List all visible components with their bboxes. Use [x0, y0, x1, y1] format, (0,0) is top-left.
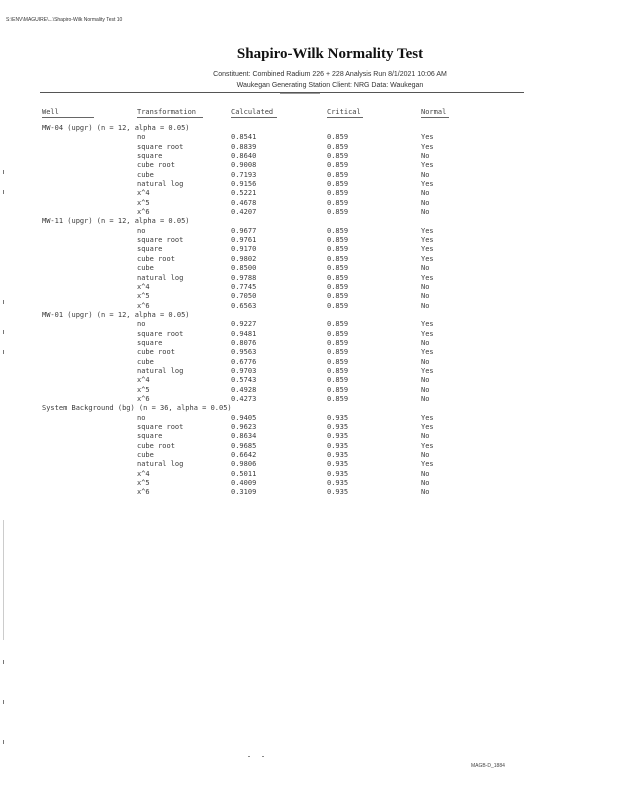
- normal-cell: No: [421, 301, 430, 310]
- table-row: [0, 180, 618, 189]
- page-title: Shapiro-Wilk Normality Test: [236, 46, 424, 62]
- normal-cell: No: [421, 385, 430, 394]
- normal-cell: No: [421, 198, 430, 207]
- table-row: [0, 255, 618, 264]
- normal-cell: No: [421, 208, 430, 217]
- critical-cell: 0.859: [327, 366, 349, 375]
- calculated-cell: 0.6642: [231, 451, 257, 460]
- scan-mark: [3, 520, 4, 640]
- critical-cell: 0.935: [327, 469, 349, 478]
- scan-mark: [3, 190, 4, 194]
- critical-cell: 0.859: [327, 338, 349, 347]
- scan-mark: [3, 170, 4, 174]
- transformation-cell: x^5: [137, 479, 150, 488]
- transformation-cell: no: [137, 226, 146, 235]
- scan-mark: [3, 700, 4, 704]
- critical-cell: 0.935: [327, 441, 349, 450]
- table-row: [0, 236, 618, 245]
- critical-cell: 0.859: [327, 245, 349, 254]
- table-row: [0, 133, 618, 142]
- transformation-cell: square root: [137, 142, 184, 151]
- normal-cell: Yes: [421, 441, 434, 450]
- transformation-cell: cube root: [137, 441, 175, 450]
- normal-cell: Yes: [421, 226, 434, 235]
- critical-cell: 0.859: [327, 329, 349, 338]
- normal-cell: Yes: [421, 273, 434, 282]
- col-normal-header: Normal: [421, 108, 447, 116]
- table-row: [0, 245, 618, 254]
- transformation-cell: cube: [137, 170, 154, 179]
- header-divider-mark: [280, 93, 320, 94]
- critical-cell: 0.859: [327, 142, 349, 151]
- critical-cell: 0.935: [327, 479, 349, 488]
- transformation-cell: square: [137, 338, 163, 347]
- calculated-cell: 0.8541: [231, 133, 257, 142]
- scan-dot: [248, 756, 250, 757]
- transformation-cell: x^5: [137, 292, 150, 301]
- transformation-cell: square: [137, 245, 163, 254]
- normal-cell: No: [421, 488, 430, 497]
- scan-mark: [3, 660, 4, 664]
- normal-cell: No: [421, 338, 430, 347]
- calculated-cell: 0.9806: [231, 460, 257, 469]
- critical-cell: 0.859: [327, 254, 349, 263]
- scan-mark: [3, 330, 4, 334]
- critical-cell: 0.935: [327, 413, 349, 422]
- transformation-cell: cube: [137, 357, 154, 366]
- table-row: [0, 479, 618, 488]
- transformation-cell: no: [137, 413, 146, 422]
- col-transformation-header: Transformation: [137, 108, 197, 116]
- calculated-cell: 0.9788: [231, 273, 257, 282]
- transformation-cell: cube root: [137, 348, 175, 357]
- critical-cell: 0.859: [327, 376, 349, 385]
- critical-cell: 0.859: [327, 292, 349, 301]
- column-header-row: [0, 108, 618, 120]
- table-row: [0, 432, 618, 441]
- calculated-cell: 0.9563: [231, 348, 257, 357]
- bates-number: MAGB-D_1884: [471, 763, 505, 769]
- table-row: [0, 423, 618, 432]
- calculated-cell: 0.9156: [231, 180, 257, 189]
- normal-cell: No: [421, 394, 430, 403]
- calculated-cell: 0.4273: [231, 394, 257, 403]
- scan-dot: [262, 756, 264, 757]
- table-row: [0, 171, 618, 180]
- transformation-cell: x^6: [137, 488, 150, 497]
- col-critical-header: Critical: [327, 108, 361, 116]
- well-group-heading: [0, 311, 618, 320]
- normal-cell: No: [421, 282, 430, 291]
- table-row: [0, 283, 618, 292]
- table-row: [0, 274, 618, 283]
- calculated-cell: 0.6563: [231, 301, 257, 310]
- calculated-cell: 0.8500: [231, 264, 257, 273]
- scan-mark: [3, 350, 4, 354]
- calculated-cell: 0.9677: [231, 226, 257, 235]
- transformation-cell: x^4: [137, 469, 150, 478]
- analysis-subtitle: Constituent: Combined Radium 226 + 228 Analysis Run 8/1/2021 10:06 AM: [213, 71, 447, 78]
- critical-cell: 0.859: [327, 264, 349, 273]
- transformation-underline: [137, 117, 203, 118]
- calculated-cell: 0.8640: [231, 152, 257, 161]
- transformation-cell: natural log: [137, 460, 184, 469]
- critical-cell: 0.859: [327, 385, 349, 394]
- results-table: [0, 124, 618, 498]
- critical-cell: 0.859: [327, 226, 349, 235]
- table-row: [0, 199, 618, 208]
- calculated-cell: 0.8839: [231, 142, 257, 151]
- transformation-cell: cube root: [137, 254, 175, 263]
- table-row: [0, 264, 618, 273]
- table-row: [0, 227, 618, 236]
- transformation-cell: square: [137, 152, 163, 161]
- critical-cell: 0.935: [327, 451, 349, 460]
- calculated-cell: 0.5221: [231, 189, 257, 198]
- normal-cell: No: [421, 152, 430, 161]
- normal-cell: Yes: [421, 329, 434, 338]
- transformation-cell: natural log: [137, 273, 184, 282]
- critical-cell: 0.859: [327, 152, 349, 161]
- file-path: S:\ENV\MAGUIRE\...\Shapiro-Wilk Normality Test 10: [6, 17, 123, 23]
- critical-cell: 0.935: [327, 423, 349, 431]
- critical-cell: 0.859: [327, 348, 349, 357]
- table-row: [0, 358, 618, 367]
- scan-mark: [3, 740, 4, 744]
- table-row: [0, 189, 618, 198]
- normal-cell: Yes: [421, 320, 434, 329]
- calculated-cell: 0.9170: [231, 245, 257, 254]
- normal-cell: Yes: [421, 254, 434, 263]
- table-row: [0, 386, 618, 395]
- critical-cell: 0.859: [327, 161, 349, 170]
- table-row: [0, 152, 618, 161]
- table-row: [0, 451, 618, 460]
- calculated-cell: 0.8076: [231, 338, 257, 347]
- normal-cell: Yes: [421, 460, 434, 469]
- transformation-cell: no: [137, 133, 146, 142]
- calculated-cell: 0.9761: [231, 236, 257, 245]
- scan-mark: [3, 300, 4, 304]
- transformation-cell: natural log: [137, 366, 184, 375]
- normal-cell: Yes: [421, 133, 434, 142]
- calculated-cell: 0.4928: [231, 385, 257, 394]
- transformation-cell: x^4: [137, 376, 150, 385]
- critical-cell: 0.859: [327, 236, 349, 245]
- normal-cell: Yes: [421, 348, 434, 357]
- normal-cell: Yes: [421, 236, 434, 245]
- normal-cell: Yes: [421, 245, 434, 254]
- critical-cell: 0.859: [327, 273, 349, 282]
- table-row: [0, 161, 618, 170]
- table-row: [0, 460, 618, 469]
- calculated-cell: 0.9623: [231, 423, 257, 431]
- well-underline: [42, 117, 94, 118]
- normal-cell: Yes: [421, 142, 434, 151]
- normal-cell: No: [421, 479, 430, 488]
- transformation-cell: square root: [137, 329, 184, 338]
- critical-cell: 0.859: [327, 133, 349, 142]
- transformation-cell: x^5: [137, 198, 150, 207]
- col-well-header: Well: [42, 108, 59, 116]
- table-row: [0, 376, 618, 385]
- transformation-cell: square root: [137, 423, 184, 431]
- normal-cell: No: [421, 264, 430, 273]
- well-group-heading: [0, 124, 618, 133]
- transformation-cell: x^6: [137, 208, 150, 217]
- well-group-label: MW-11 (upgr) (n = 12, alpha = 0.05): [42, 217, 190, 226]
- calculated-cell: 0.9481: [231, 329, 257, 338]
- normal-cell: No: [421, 469, 430, 478]
- critical-cell: 0.859: [327, 282, 349, 291]
- calculated-cell: 0.9405: [231, 413, 257, 422]
- table-row: [0, 302, 618, 311]
- table-row: [0, 414, 618, 423]
- calculated-cell: 0.3109: [231, 488, 257, 497]
- calculated-underline: [231, 117, 277, 118]
- site-subtitle: Waukegan Generating Station Client: NRG Data: Waukegan: [236, 82, 424, 89]
- table-row: [0, 330, 618, 339]
- critical-cell: 0.859: [327, 320, 349, 329]
- normal-cell: No: [421, 451, 430, 460]
- transformation-cell: cube: [137, 451, 154, 460]
- calculated-cell: 0.9802: [231, 254, 257, 263]
- calculated-cell: 0.9703: [231, 366, 257, 375]
- normal-cell: No: [421, 357, 430, 366]
- calculated-cell: 0.9685: [231, 441, 257, 450]
- well-group-label: MW-04 (upgr) (n = 12, alpha = 0.05): [42, 124, 190, 132]
- normal-cell: No: [421, 292, 430, 301]
- calculated-cell: 0.4009: [231, 479, 257, 488]
- critical-cell: 0.859: [327, 301, 349, 310]
- calculated-cell: 0.5011: [231, 469, 257, 478]
- transformation-cell: cube root: [137, 161, 175, 170]
- critical-cell: 0.859: [327, 170, 349, 179]
- calculated-cell: 0.9008: [231, 161, 257, 170]
- table-row: [0, 320, 618, 329]
- well-group-heading: [0, 217, 618, 226]
- normal-cell: Yes: [421, 161, 434, 170]
- calculated-cell: 0.4207: [231, 208, 257, 217]
- col-calculated-header: Calculated: [231, 108, 274, 116]
- normal-cell: Yes: [421, 413, 434, 422]
- normal-cell: Yes: [421, 366, 434, 375]
- transformation-cell: no: [137, 320, 146, 329]
- table-row: [0, 488, 618, 497]
- critical-cell: 0.859: [327, 189, 349, 198]
- critical-cell: 0.859: [327, 180, 349, 189]
- transformation-cell: square: [137, 432, 163, 441]
- table-row: [0, 208, 618, 217]
- calculated-cell: 0.9227: [231, 320, 257, 329]
- calculated-cell: 0.7745: [231, 282, 257, 291]
- well-group-label: MW-01 (upgr) (n = 12, alpha = 0.05): [42, 310, 190, 319]
- table-row: [0, 442, 618, 451]
- table-row: [0, 339, 618, 348]
- normal-cell: No: [421, 432, 430, 441]
- normal-cell: Yes: [421, 180, 434, 189]
- normal-cell: Yes: [421, 423, 434, 431]
- table-row: [0, 395, 618, 404]
- well-group-heading: [0, 404, 618, 413]
- calculated-cell: 0.7193: [231, 170, 257, 179]
- critical-cell: 0.935: [327, 432, 349, 441]
- normal-underline: [421, 117, 449, 118]
- critical-cell: 0.859: [327, 198, 349, 207]
- table-row: [0, 143, 618, 152]
- normal-cell: No: [421, 376, 430, 385]
- table-row: [0, 348, 618, 357]
- transformation-cell: x^6: [137, 394, 150, 403]
- critical-cell: 0.859: [327, 394, 349, 403]
- table-row: [0, 367, 618, 376]
- critical-cell: 0.935: [327, 488, 349, 497]
- calculated-cell: 0.4678: [231, 198, 257, 207]
- table-row: [0, 470, 618, 479]
- transformation-cell: natural log: [137, 180, 184, 189]
- calculated-cell: 0.5743: [231, 376, 257, 385]
- transformation-cell: square root: [137, 236, 184, 245]
- critical-underline: [327, 117, 363, 118]
- transformation-cell: x^4: [137, 189, 150, 198]
- table-row: [0, 292, 618, 301]
- transformation-cell: x^4: [137, 282, 150, 291]
- critical-cell: 0.859: [327, 208, 349, 217]
- critical-cell: 0.859: [327, 357, 349, 366]
- normal-cell: No: [421, 170, 430, 179]
- transformation-cell: x^6: [137, 301, 150, 310]
- well-group-label: System Background (bg) (n = 36, alpha = 0.05): [42, 404, 232, 413]
- calculated-cell: 0.7050: [231, 292, 257, 301]
- normal-cell: No: [421, 189, 430, 198]
- critical-cell: 0.935: [327, 460, 349, 469]
- calculated-cell: 0.8634: [231, 432, 257, 441]
- transformation-cell: x^5: [137, 385, 150, 394]
- transformation-cell: cube: [137, 264, 154, 273]
- calculated-cell: 0.6776: [231, 357, 257, 366]
